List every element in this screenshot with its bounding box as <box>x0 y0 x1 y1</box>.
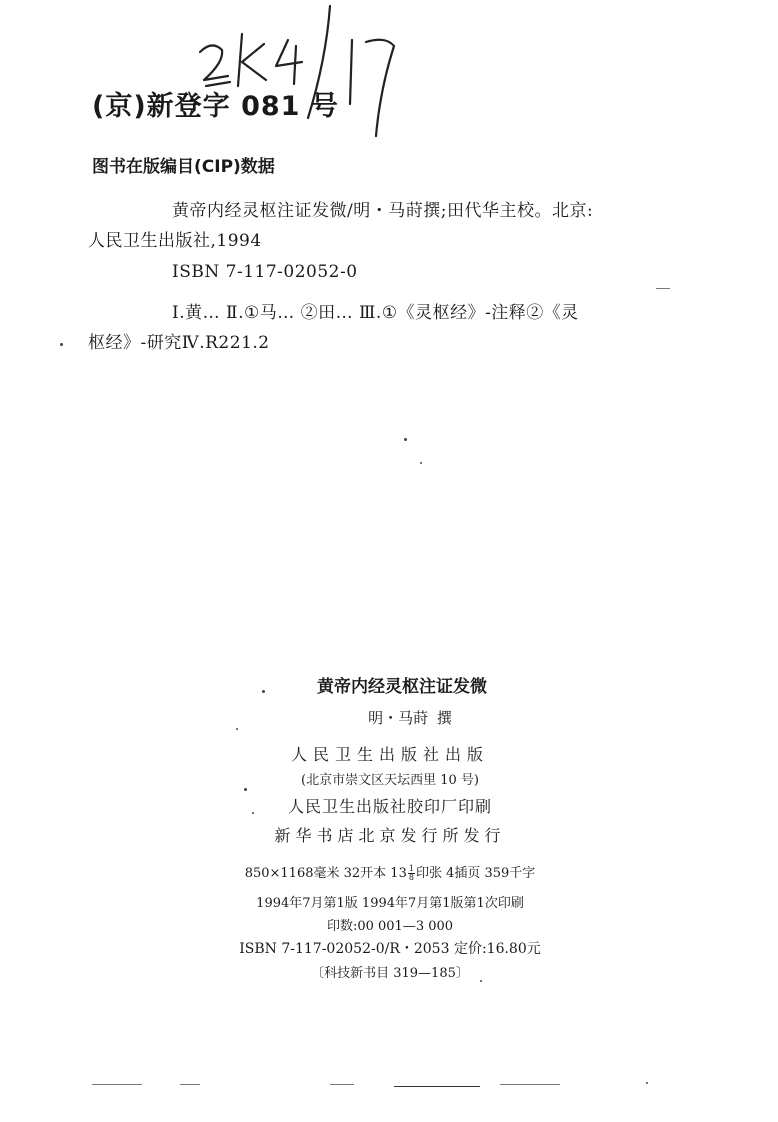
colophon-title: 黄帝内经灵枢注证发微 <box>317 677 487 697</box>
fraction-numerator: 1 <box>408 864 414 873</box>
colophon-catalog-number: 〔科技新书目 319—185〕 <box>311 966 469 981</box>
scan-speck <box>262 690 265 693</box>
fraction-denominator: 8 <box>408 873 414 882</box>
scan-line <box>394 1086 480 1087</box>
scan-line <box>656 288 670 289</box>
colophon-printer: 人民卫生出版社胶印厂印刷 <box>287 797 492 816</box>
colophon-isbn-price: ISBN 7-117-02052-0/R・2053 定价:16.80元 <box>239 941 541 957</box>
scan-speck <box>420 462 422 464</box>
scan-speck <box>244 788 247 791</box>
colophon-author: 明・马莳 撰 <box>368 709 452 727</box>
scan-speck <box>252 812 254 814</box>
specs-details: 印张 4插页 359千字 <box>415 866 536 881</box>
scan-speck <box>646 1082 648 1084</box>
scan-speck <box>480 980 482 982</box>
publication-permit-number: (京)新登字 081 号 <box>92 91 339 122</box>
specs-format: 850×1168毫米 32开本 13 <box>244 866 407 881</box>
cip-line-subject: I.黄… Ⅱ.①马… ②田… Ⅲ.①《灵枢经》-注释②《灵 <box>172 303 579 323</box>
colophon-address: (北京市崇文区天坛西里 10 号) <box>301 773 479 788</box>
cip-heading: 图书在版编目(CIP)数据 <box>92 157 275 177</box>
scan-speck <box>236 728 238 730</box>
colophon-block <box>180 672 600 981</box>
scan-line <box>180 1084 200 1085</box>
scan-speck <box>60 343 63 346</box>
colophon-print-run: 印数:00 001—3 000 <box>326 919 454 934</box>
cip-line-isbn: ISBN 7-117-02052-0 <box>172 262 358 282</box>
colophon-edition: 1994年7月第1版 1994年7月第1版第1次印刷 <box>256 896 524 911</box>
cip-line-publisher: 人民卫生出版社,1994 <box>88 231 262 251</box>
cip-line-classification: 枢经》-研究Ⅳ.R221.2 <box>88 333 270 353</box>
specs-fraction <box>408 865 415 882</box>
colophon-specs <box>180 862 600 882</box>
scan-line <box>330 1084 354 1085</box>
colophon-publisher: 人民卫生出版社出版 <box>290 745 489 764</box>
colophon-distributor: 新华书店北京发行所发行 <box>274 826 506 845</box>
scan-line <box>92 1084 142 1085</box>
cip-line-title: 黄帝内经灵枢注证发微/明・马莳撰;田代华主校。北京: <box>172 201 594 221</box>
scan-speck <box>404 438 407 441</box>
scan-line <box>500 1084 560 1085</box>
